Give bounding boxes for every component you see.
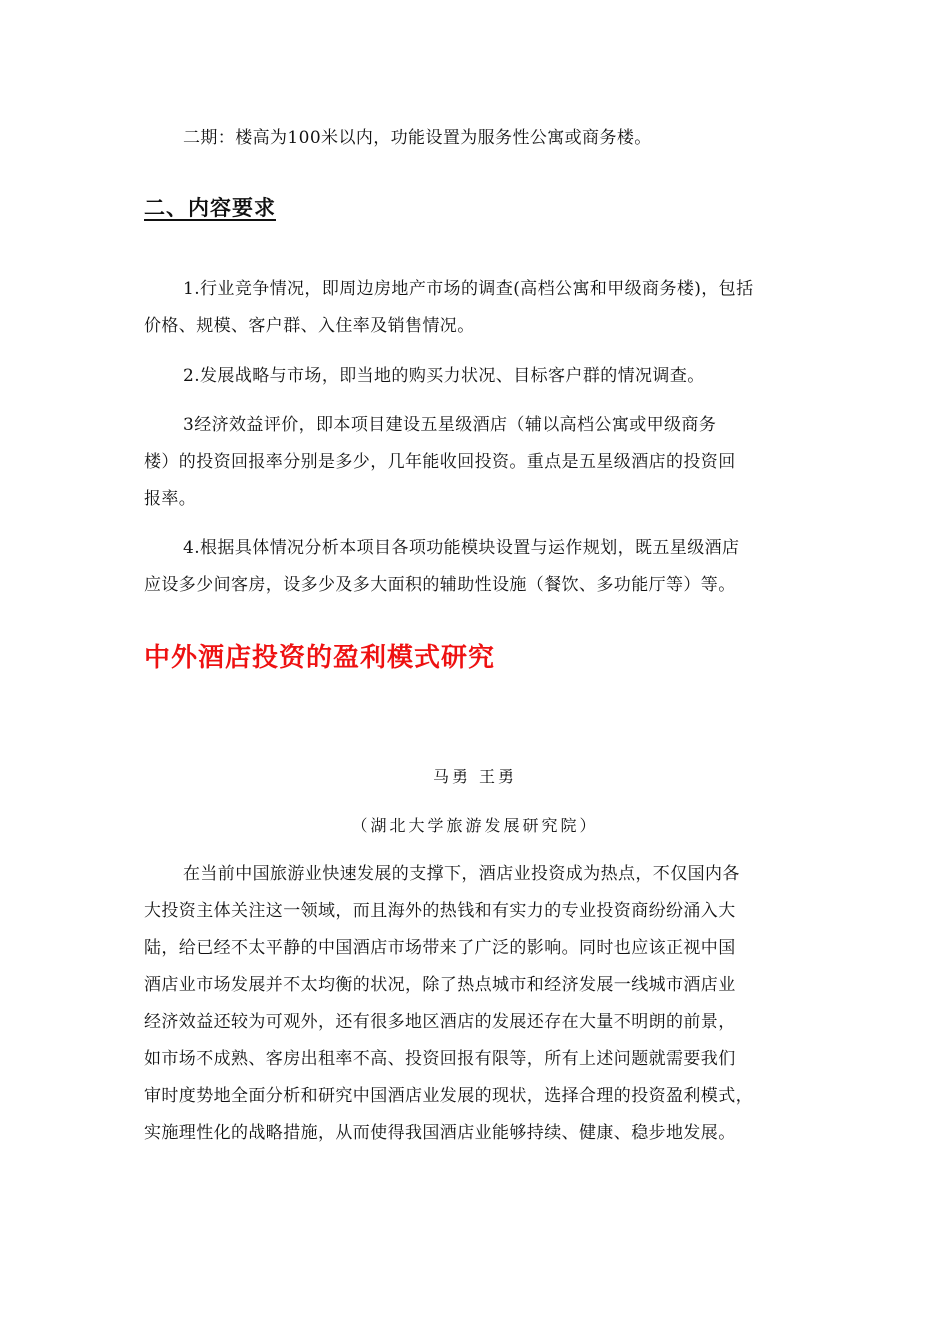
article-affiliation: （湖北大学旅游发展研究院）	[351, 816, 599, 835]
requirement-item-1-line-1: 1.行业竞争情况，即周边房地产市场的调查(高档公寓和甲级商务楼)，包括	[183, 279, 754, 299]
requirement-item-2-line-1: 2.发展战略与市场，即当地的购买力状况、目标客户群的情况调查。	[183, 366, 705, 386]
article-body-line-5: 经济效益还较为可观外，还有很多地区酒店的发展还存在大量不明朗的前景，	[144, 1012, 736, 1032]
article-body-line-6: 如市场不成熟、客房出租率不高、投资回报有限等，所有上述问题就需要我们	[144, 1049, 736, 1069]
requirement-item-3-line-2: 楼）的投资回报率分别是多少，几年能收回投资。重点是五星级酒店的投资回	[144, 452, 736, 472]
article-title: 中外酒店投资的盈利模式研究	[144, 643, 496, 673]
requirement-item-3-line-3: 报率。	[144, 489, 197, 509]
article-body-line-7: 审时度势地全面分析和研究中国酒店业发展的现状，选择合理的投资盈利模式，	[144, 1086, 753, 1106]
section-heading-content-requirements: 二、内容要求	[144, 195, 276, 220]
requirement-item-1-line-2: 价格、规模、客户群、入住率及销售情况。	[144, 316, 475, 336]
article-authors: 马勇 王勇	[432, 767, 518, 786]
article-body-line-4: 酒店业市场发展并不太均衡的状况，除了热点城市和经济发展一线城市酒店业	[144, 975, 736, 995]
article-body-line-3: 陆，给已经不太平静的中国酒店市场带来了广泛的影响。同时也应该正视中国	[144, 938, 736, 958]
article-body-line-8: 实施理性化的战略措施，从而使得我国酒店业能够持续、健康、稳步地发展。	[144, 1123, 736, 1143]
requirement-item-4-line-2: 应设多少间客房，设多少及多大面积的辅助性设施（餐饮、多功能厅等）等。	[144, 575, 736, 595]
phase2-paragraph: 二期：楼高为100米以内，功能设置为服务性公寓或商务楼。	[183, 128, 652, 148]
article-body-line-1: 在当前中国旅游业快速发展的支撑下，酒店业投资成为热点，不仅国内各	[183, 864, 740, 884]
requirement-item-3-line-1: 3经济效益评价，即本项目建设五星级酒店（辅以高档公寓或甲级商务	[183, 415, 717, 435]
article-body-line-2: 大投资主体关注这一领域，而且海外的热钱和有实力的专业投资商纷纷涌入大	[144, 901, 736, 921]
requirement-item-4-line-1: 4.根据具体情况分析本项目各项功能模块设置与运作规划，既五星级酒店	[183, 538, 740, 558]
